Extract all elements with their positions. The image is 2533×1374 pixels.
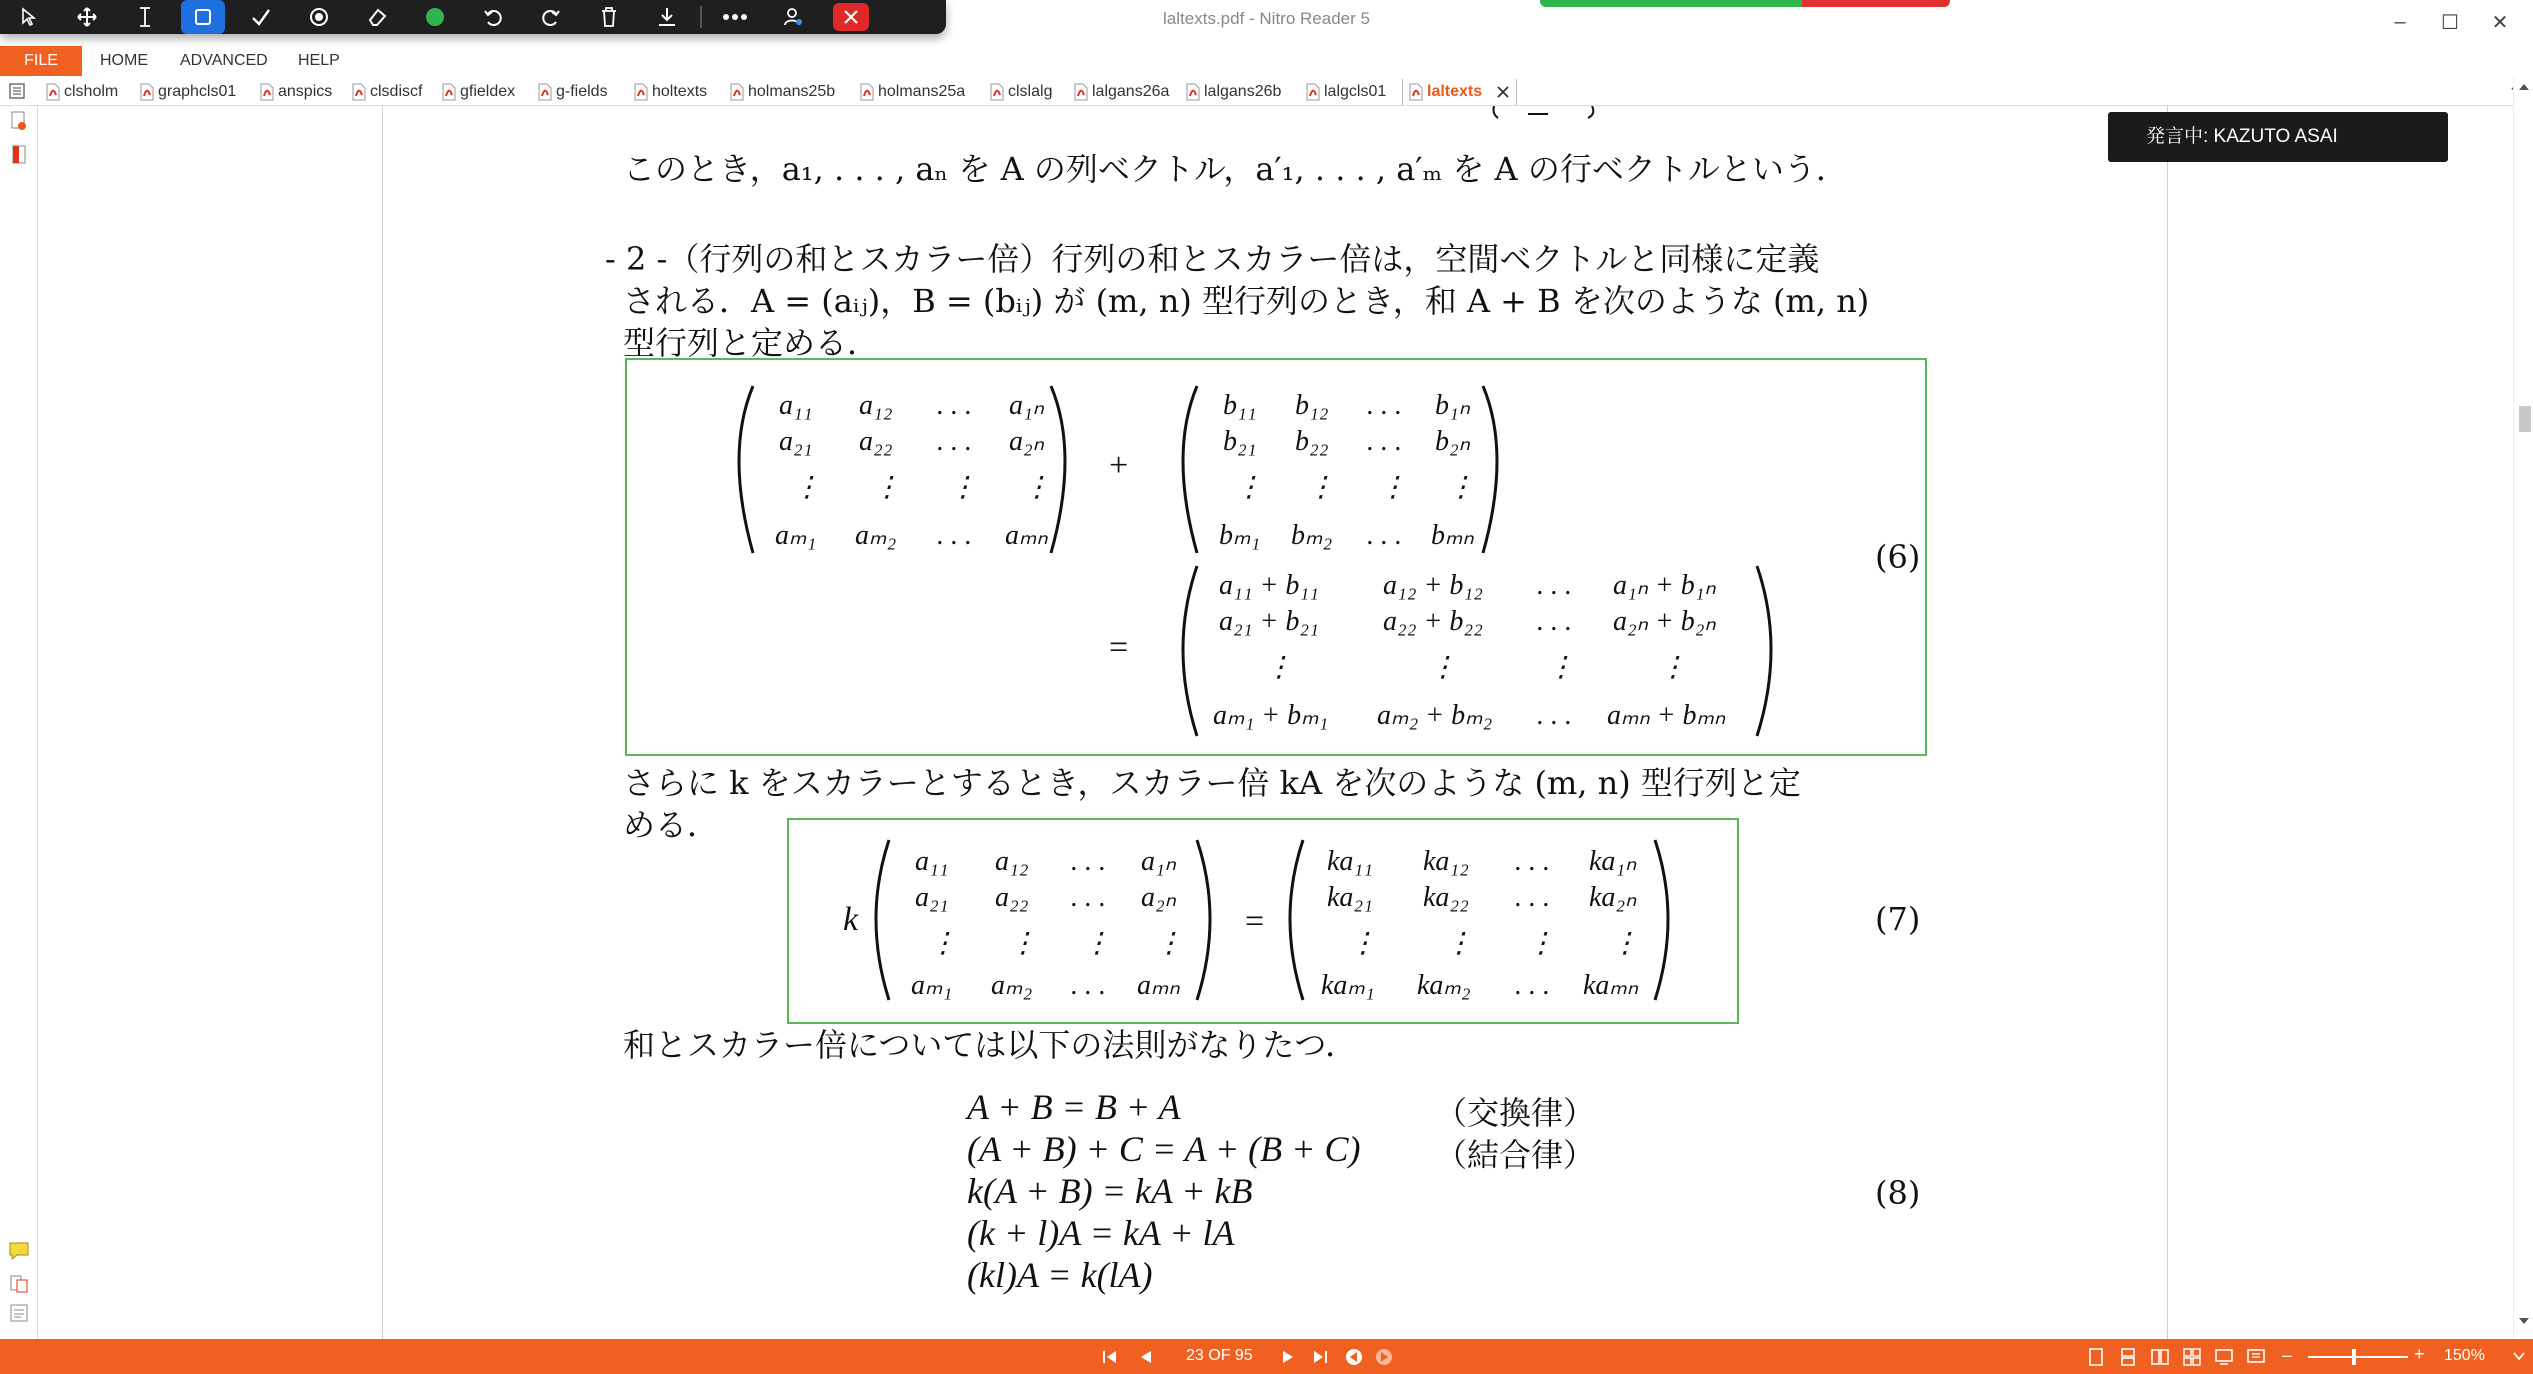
svg-text:+: + bbox=[1109, 447, 1129, 484]
active-speaker-banner: 発言中: KAZUTO ASAI bbox=[2108, 112, 2448, 162]
tab-label: laltexts bbox=[1427, 83, 1483, 100]
close-toolbar-button[interactable] bbox=[822, 0, 880, 34]
scroll-down-icon[interactable] bbox=[2518, 1316, 2530, 1326]
svg-text:. . .: . . . bbox=[1537, 700, 1572, 731]
svg-text:b₁₂: b₁₂ bbox=[1295, 390, 1329, 421]
svg-text:⋮: ⋮ bbox=[1009, 928, 1037, 959]
fit-page-icon[interactable] bbox=[2246, 1347, 2266, 1367]
svg-text:a₁₂: a₁₂ bbox=[995, 846, 1029, 877]
law-name-associative: （結合律） bbox=[1435, 1136, 1596, 1174]
svg-text:⋮: ⋮ bbox=[1307, 472, 1335, 503]
tab-label: holtexts bbox=[652, 83, 708, 100]
svg-text:ka₁₂: ka₁₂ bbox=[1423, 846, 1469, 877]
laws-intro: 和とスカラー倍については以下の法則がなりたつ． bbox=[623, 1026, 1358, 1064]
green-color-icon bbox=[424, 6, 446, 28]
attachment-icon[interactable] bbox=[8, 1272, 30, 1294]
back-view-icon[interactable] bbox=[1344, 1347, 1364, 1367]
law-distributive-2: (k + l)A = kA + lA bbox=[967, 1213, 1235, 1253]
svg-text:=: = bbox=[1109, 629, 1129, 666]
pdf-file-icon bbox=[1306, 83, 1320, 101]
svg-text:. . .: . . . bbox=[1367, 520, 1402, 551]
eraser-tool-button[interactable] bbox=[348, 0, 406, 34]
zoom-slider-track[interactable] bbox=[2308, 1356, 2408, 1358]
undo-button[interactable] bbox=[464, 0, 522, 34]
pdf-page bbox=[382, 106, 2168, 1339]
tab-list-icon bbox=[8, 82, 26, 100]
svg-text:⋮: ⋮ bbox=[1155, 928, 1183, 959]
last-page-icon[interactable] bbox=[1310, 1347, 1330, 1367]
svg-text:b₂₁: b₂₁ bbox=[1223, 426, 1257, 457]
equation-number-7: (7) bbox=[1875, 900, 1921, 938]
svg-text:a₂₂: a₂₂ bbox=[995, 882, 1029, 913]
paragraph-column-row-vectors: このとき，a₁, . . . , aₙ を A の列ベクトル，a′₁, . . . , a′ₘ を A の行ベクトルという． bbox=[623, 150, 1848, 188]
svg-text:⋮: ⋮ bbox=[1265, 652, 1293, 683]
svg-text:⋮: ⋮ bbox=[1349, 928, 1377, 959]
tab-label: gfieldex bbox=[460, 83, 516, 100]
svg-text:a₂ₙ + b₂ₙ: a₂ₙ + b₂ₙ bbox=[1613, 606, 1716, 637]
tab-label: graphcls01 bbox=[158, 83, 237, 100]
svg-text:. . .: . . . bbox=[1071, 970, 1106, 1001]
svg-text:b₂₂: b₂₂ bbox=[1295, 426, 1329, 457]
svg-text:aₘₙ + bₘₙ: aₘₙ + bₘₙ bbox=[1607, 700, 1726, 731]
matrix-sum-equation bbox=[625, 358, 1927, 756]
tab-clslalg[interactable] bbox=[990, 80, 1052, 104]
zoom-level[interactable]: 150% bbox=[2444, 1347, 2485, 1364]
download-icon bbox=[656, 6, 678, 28]
tab-label: clsholm bbox=[64, 83, 119, 100]
svg-text:=: = bbox=[1245, 903, 1265, 940]
document-tab-bar bbox=[0, 76, 2533, 106]
tab-label: lalgcls01 bbox=[1324, 83, 1387, 100]
svg-text:. . .: . . . bbox=[1537, 570, 1572, 601]
window-title: laltexts.pdf - Nitro Reader 5 bbox=[1163, 9, 1370, 28]
svg-text:⋮: ⋮ bbox=[1023, 472, 1051, 503]
rectangle-icon bbox=[193, 7, 213, 27]
svg-text:kaₘ₁: kaₘ₁ bbox=[1321, 970, 1375, 1001]
svg-text:aₘ₂: aₘ₂ bbox=[991, 970, 1033, 1001]
svg-text:⋮: ⋮ bbox=[1527, 928, 1555, 959]
pdf-file-icon bbox=[46, 83, 60, 101]
svg-text:a₁₂ + b₁₂: a₁₂ + b₁₂ bbox=[1383, 570, 1483, 601]
pdf-file-icon bbox=[860, 83, 874, 101]
check-tool-button[interactable] bbox=[232, 0, 290, 34]
person-icon bbox=[782, 6, 804, 28]
pointer-icon bbox=[19, 7, 39, 27]
forward-view-icon[interactable] bbox=[1374, 1347, 1394, 1367]
svg-text:aₘ₂ + bₘ₂: aₘ₂ + bₘ₂ bbox=[1377, 700, 1493, 731]
zoom-slider-knob[interactable] bbox=[2352, 1349, 2356, 1365]
eraser-icon bbox=[366, 6, 388, 28]
document-viewport[interactable] bbox=[38, 106, 2513, 1339]
participant-button[interactable] bbox=[764, 0, 822, 34]
first-page-icon[interactable] bbox=[1100, 1347, 1120, 1367]
cropped-bracket-remnant bbox=[1488, 106, 1608, 120]
section-heading: - 2 -（行列の和とスカラー倍）行列の和とスカラー倍は，空間ベクトルと同様に定義 bbox=[605, 240, 1820, 278]
law-name-commutative: （交換律） bbox=[1435, 1094, 1596, 1132]
zoom-in-icon[interactable]: + bbox=[2414, 1344, 2425, 1364]
pdf-panel-icon[interactable] bbox=[8, 144, 30, 166]
svg-text:ka₂ₙ: ka₂ₙ bbox=[1589, 882, 1637, 913]
svg-text:. . .: . . . bbox=[1071, 846, 1106, 877]
svg-text:. . .: . . . bbox=[1367, 390, 1402, 421]
tab-label: lalgans26b bbox=[1204, 83, 1282, 100]
svg-text:⋮: ⋮ bbox=[1447, 472, 1475, 503]
svg-text:. . .: . . . bbox=[937, 390, 972, 421]
move-icon bbox=[76, 6, 98, 28]
svg-text:⋮: ⋮ bbox=[1659, 652, 1687, 683]
meeting-progress-green bbox=[1540, 0, 1802, 7]
left-panel-rail bbox=[0, 106, 38, 1339]
svg-text:ka₁ₙ: ka₁ₙ bbox=[1589, 846, 1637, 877]
pdf-file-icon bbox=[634, 83, 648, 101]
minimize-button[interactable]: – bbox=[2394, 10, 2406, 33]
more-dots-icon bbox=[722, 13, 748, 21]
close-tab-icon[interactable] bbox=[1496, 85, 1510, 99]
redo-icon bbox=[540, 6, 562, 28]
section-text-line-3: 型行列と定める． bbox=[623, 324, 880, 362]
svg-text:kaₘ₂: kaₘ₂ bbox=[1417, 970, 1471, 1001]
menu-help[interactable]: HELP bbox=[298, 52, 340, 69]
svg-text:bₘ₁: bₘ₁ bbox=[1219, 520, 1261, 551]
tab-holmans25a[interactable] bbox=[860, 80, 965, 104]
status-overflow-chevron-icon[interactable] bbox=[2512, 1351, 2526, 1361]
tab-graphcls01[interactable] bbox=[140, 80, 236, 104]
svg-text:ka₁₁: ka₁₁ bbox=[1327, 846, 1373, 877]
svg-text:. . .: . . . bbox=[1515, 846, 1550, 877]
svg-text:. . .: . . . bbox=[1515, 882, 1550, 913]
comment-icon[interactable] bbox=[8, 1240, 30, 1262]
scroll-thumb[interactable] bbox=[2519, 406, 2531, 432]
stamp-icon bbox=[308, 6, 330, 28]
svg-text:b₁₁: b₁₁ bbox=[1223, 390, 1257, 421]
check-icon bbox=[250, 6, 272, 28]
pdf-file-icon bbox=[260, 83, 274, 101]
scroll-up-icon[interactable] bbox=[2518, 82, 2530, 92]
svg-text:a₂₂ + b₂₂: a₂₂ + b₂₂ bbox=[1383, 606, 1483, 637]
page-indicator[interactable]: 23 OF 95 bbox=[1186, 1347, 1253, 1364]
tab-lalgcls01[interactable] bbox=[1306, 80, 1386, 104]
svg-text:a₂₁ + b₂₁: a₂₁ + b₂₁ bbox=[1219, 606, 1319, 637]
svg-text:⋮: ⋮ bbox=[1547, 652, 1575, 683]
svg-text:. . .: . . . bbox=[1071, 882, 1106, 913]
tab-label: anspics bbox=[278, 83, 333, 100]
svg-text:aₘₙ: aₘₙ bbox=[1005, 520, 1048, 551]
status-bar bbox=[0, 1339, 2533, 1374]
section-text-line-2: される．A = (aᵢⱼ)，B = (bᵢⱼ) が (m, n) 型行列のとき，和 A + B を次のような (m, n) bbox=[623, 282, 1870, 320]
svg-text:k: k bbox=[843, 901, 859, 938]
pdf-file-icon bbox=[538, 83, 552, 101]
svg-text:⋮: ⋮ bbox=[873, 472, 901, 503]
tab-label: holmans25a bbox=[878, 83, 966, 100]
svg-text:. . .: . . . bbox=[1537, 606, 1572, 637]
svg-text:b₁ₙ: b₁ₙ bbox=[1435, 390, 1470, 421]
color-picker-button[interactable] bbox=[406, 0, 464, 34]
svg-text:⋮: ⋮ bbox=[793, 472, 821, 503]
pdf-file-icon bbox=[1186, 83, 1200, 101]
tab-label: clslalg bbox=[1008, 83, 1053, 100]
tab-clsholm[interactable] bbox=[46, 80, 118, 104]
delete-button[interactable] bbox=[580, 0, 638, 34]
trash-icon bbox=[599, 6, 619, 28]
law-associative: (A + B) + C = A + (B + C) bbox=[967, 1129, 1361, 1169]
tab-anspics[interactable] bbox=[260, 80, 332, 104]
pdf-file-icon bbox=[140, 83, 154, 101]
output-panel-icon[interactable] bbox=[8, 1302, 30, 1324]
svg-text:a₂ₙ: a₂ₙ bbox=[1141, 882, 1176, 913]
tab-gfieldex[interactable] bbox=[442, 80, 515, 104]
svg-text:ka₂₂: ka₂₂ bbox=[1423, 882, 1469, 913]
svg-text:aₘ₁: aₘ₁ bbox=[911, 970, 953, 1001]
previous-page-icon[interactable] bbox=[1136, 1347, 1156, 1367]
svg-text:aₘ₂: aₘ₂ bbox=[855, 520, 897, 551]
meeting-progress-red bbox=[1802, 0, 1950, 7]
svg-text:⋮: ⋮ bbox=[1445, 928, 1473, 959]
svg-text:aₘₙ: aₘₙ bbox=[1137, 970, 1180, 1001]
svg-text:ka₂₁: ka₂₁ bbox=[1327, 882, 1373, 913]
svg-text:aₘ₁: aₘ₁ bbox=[775, 520, 817, 551]
svg-text:a₂₁: a₂₁ bbox=[915, 882, 949, 913]
menu-bar bbox=[0, 46, 2533, 76]
bookmark-page-icon[interactable] bbox=[8, 110, 30, 132]
close-toolbar-bg bbox=[833, 3, 869, 31]
tab-label: lalgans26a bbox=[1092, 83, 1170, 100]
zoom-out-icon[interactable]: – bbox=[2282, 1345, 2293, 1365]
close-button[interactable]: ✕ bbox=[2491, 11, 2509, 34]
svg-text:⋮: ⋮ bbox=[1611, 928, 1639, 959]
pdf-file-icon bbox=[1409, 83, 1423, 101]
pan-tool-button[interactable] bbox=[58, 0, 116, 34]
rectangle-tool-button[interactable] bbox=[181, 0, 225, 34]
equation-number-8: (8) bbox=[1875, 1174, 1921, 1212]
toolbar-separator bbox=[700, 6, 702, 28]
tab-g-fields[interactable] bbox=[538, 80, 608, 104]
stamp-tool-button[interactable] bbox=[290, 0, 348, 34]
maximize-button[interactable]: ☐ bbox=[2441, 11, 2459, 34]
pointer-tool-button[interactable] bbox=[0, 0, 58, 34]
svg-text:a₁ₙ: a₁ₙ bbox=[1141, 846, 1176, 877]
svg-text:aₘ₁ + bₘ₁: aₘ₁ + bₘ₁ bbox=[1213, 700, 1329, 731]
svg-text:a₂₂: a₂₂ bbox=[859, 426, 893, 457]
law-scalar-assoc: (kl)A = k(lA) bbox=[967, 1255, 1153, 1295]
svg-text:bₘₙ: bₘₙ bbox=[1431, 520, 1474, 551]
download-button[interactable] bbox=[638, 0, 696, 34]
pdf-file-icon bbox=[352, 83, 366, 101]
svg-text:b₂ₙ: b₂ₙ bbox=[1435, 426, 1470, 457]
equation-number-6: (6) bbox=[1875, 538, 1921, 576]
svg-text:. . .: . . . bbox=[1367, 426, 1402, 457]
law-commutative: A + B = B + A bbox=[967, 1087, 1181, 1127]
text-tool-button[interactable] bbox=[116, 0, 174, 34]
pdf-file-icon bbox=[1074, 83, 1088, 101]
svg-text:⋮: ⋮ bbox=[949, 472, 977, 503]
next-page-icon[interactable] bbox=[1278, 1347, 1298, 1367]
annotation-toolbar bbox=[0, 0, 946, 34]
menu-advanced[interactable]: ADVANCED bbox=[180, 52, 268, 69]
law-distributive-1: k(A + B) = kA + kB bbox=[967, 1171, 1253, 1211]
svg-text:⋮: ⋮ bbox=[1379, 472, 1407, 503]
fit-width-icon[interactable] bbox=[2214, 1347, 2234, 1367]
vertical-scrollbar[interactable] bbox=[2513, 76, 2533, 1339]
tab-laltexts[interactable] bbox=[1402, 79, 1517, 105]
svg-text:a₂ₙ: a₂ₙ bbox=[1009, 426, 1044, 457]
svg-text:a₁₁: a₁₁ bbox=[779, 390, 813, 421]
continuous-view-icon[interactable] bbox=[2118, 1347, 2138, 1367]
svg-text:a₂₁: a₂₁ bbox=[779, 426, 813, 457]
svg-text:. . .: . . . bbox=[1515, 970, 1550, 1001]
more-button[interactable] bbox=[706, 0, 764, 34]
svg-text:. . .: . . . bbox=[937, 426, 972, 457]
menu-home[interactable]: HOME bbox=[100, 52, 148, 69]
menu-file[interactable]: FILE bbox=[0, 46, 82, 76]
svg-text:a₁₁ + b₁₁: a₁₁ + b₁₁ bbox=[1219, 570, 1319, 601]
tab-label: holmans25b bbox=[748, 83, 836, 100]
svg-text:⋮: ⋮ bbox=[1083, 928, 1111, 959]
redo-button[interactable] bbox=[522, 0, 580, 34]
text-cursor-icon bbox=[138, 6, 152, 28]
x-icon bbox=[843, 9, 859, 25]
tab-clsdiscf[interactable] bbox=[352, 80, 422, 104]
svg-text:. . .: . . . bbox=[937, 520, 972, 551]
tab-lalgans26b[interactable] bbox=[1186, 80, 1281, 104]
pdf-file-icon bbox=[990, 83, 1004, 101]
pdf-file-icon bbox=[442, 83, 456, 101]
tab-label: clsdiscf bbox=[370, 83, 423, 100]
tab-holtexts[interactable] bbox=[634, 80, 707, 104]
pdf-file-icon bbox=[730, 83, 744, 101]
tab-holmans25b[interactable] bbox=[730, 80, 835, 104]
undo-icon bbox=[482, 6, 504, 28]
scalar-multiplication-equation bbox=[787, 818, 1739, 1024]
facing-continuous-view-icon[interactable] bbox=[2182, 1347, 2202, 1367]
svg-text:bₘ₂: bₘ₂ bbox=[1291, 520, 1333, 551]
svg-text:a₁ₙ: a₁ₙ bbox=[1009, 390, 1044, 421]
scalar-text-line-1: さらに k をスカラーとするとき，スカラー倍 kA を次のような (m, n) 型行列と定 bbox=[623, 764, 1801, 802]
svg-text:⋮: ⋮ bbox=[1235, 472, 1263, 503]
scalar-text-line-2: める． bbox=[623, 806, 720, 844]
svg-text:a₁₂: a₁₂ bbox=[859, 390, 893, 421]
tab-lalgans26a[interactable] bbox=[1074, 80, 1169, 104]
svg-text:⋮: ⋮ bbox=[1429, 652, 1457, 683]
facing-view-icon[interactable] bbox=[2150, 1347, 2170, 1367]
tab-label: g-fields bbox=[556, 83, 608, 100]
svg-text:a₁ₙ + b₁ₙ: a₁ₙ + b₁ₙ bbox=[1613, 570, 1716, 601]
svg-text:⋮: ⋮ bbox=[929, 928, 957, 959]
svg-text:kaₘₙ: kaₘₙ bbox=[1583, 970, 1639, 1001]
single-page-view-icon[interactable] bbox=[2086, 1347, 2106, 1367]
svg-text:a₁₁: a₁₁ bbox=[915, 846, 949, 877]
